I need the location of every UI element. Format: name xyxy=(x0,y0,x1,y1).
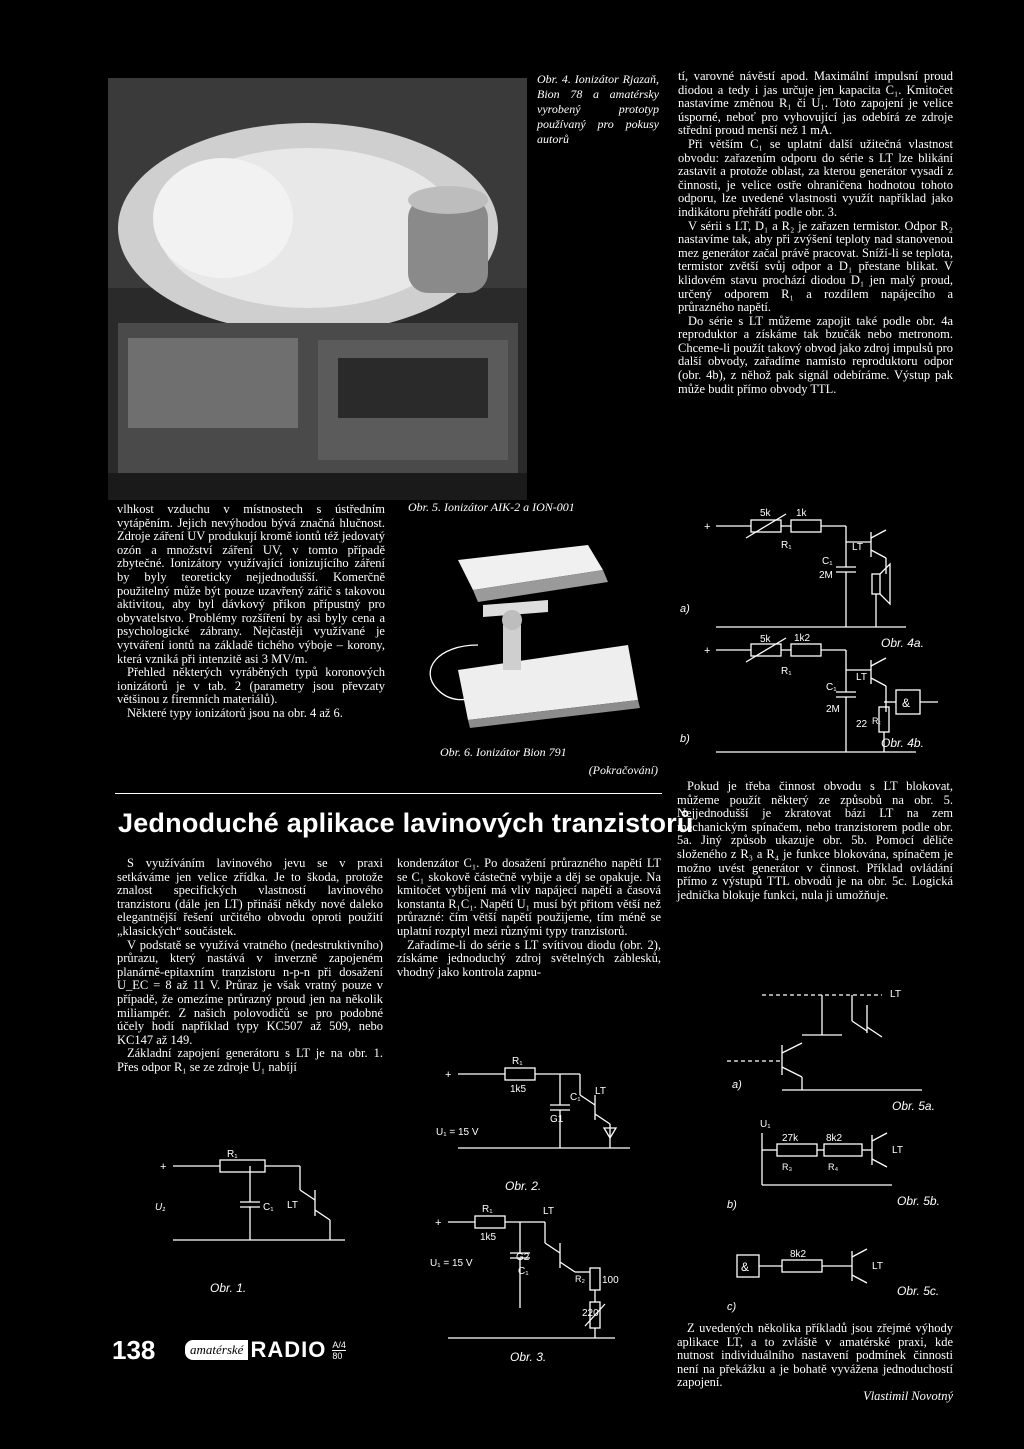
label-2M: 2M xyxy=(826,704,840,715)
label-LT: LT xyxy=(595,1086,606,1097)
paragraph: Přehled některých vyráběných typů koronových ionizátorů je v tab. 2 (parametry jsou převzaty většinou z firemních materiálů). xyxy=(117,665,385,707)
paragraph: V sérii s LT, D₁ a R₂ je zařazen termistor. Odpor R₂ nastavíme tak, aby při zvýšení teploty nad stanovenou mez generátor začal právě pracovat. Sníží-li se teplota, termistor zvětší svůj odpor a D₁ přestane blikat. V klidovém stavu prochází diodou D₁ jen malý proud, určený odporem R₁ a rozdílem napájecího a průrazného napětí. xyxy=(678,218,953,315)
paragraph: Zařadíme-li do série s LT svítivou diodu (obr. 2), získáme jednoduchý zdroj světelných záblesků, vhodný jako kontrola zapnu- xyxy=(397,937,661,979)
label-R4: R₄ xyxy=(828,1162,839,1172)
label-R1: R₁ xyxy=(512,1056,523,1067)
label-plus: + xyxy=(435,1217,442,1229)
schematic-fig2-svg xyxy=(430,1050,660,1195)
continued-note: (Pokračování) xyxy=(588,763,658,777)
left-mid-column xyxy=(117,503,385,721)
label-a: a) xyxy=(732,1079,742,1091)
schematic-fig3-svg xyxy=(430,1198,660,1363)
label-LT: LT xyxy=(890,989,901,1000)
paragraph: S využíváním lavinového jevu se v praxi setkáváme jen velice zřídka. Je to škoda, protože znalost specifických vlastností lavinového tranzistoru (dále jen LT) přináší někdy nové daleko elegantnější řešení určitého obvodu oproti použití „klasických“ součástek. xyxy=(117,856,383,938)
magazine-script: amatérské xyxy=(185,1340,248,1360)
label-nand: & xyxy=(741,1260,750,1274)
issue-number: A/4 xyxy=(332,1339,346,1350)
label-nand: & xyxy=(902,696,911,710)
label-G2: G2 xyxy=(516,1252,530,1263)
page-number: 138 xyxy=(112,1335,156,1365)
schematic-fig1-svg xyxy=(145,1150,385,1300)
label-plus: + xyxy=(445,1069,452,1081)
article-column-3 xyxy=(677,780,953,902)
label-R1: R₁ xyxy=(781,540,792,551)
article-column-2 xyxy=(397,857,661,979)
label-1k5: 1k5 xyxy=(480,1232,497,1243)
article-column-1 xyxy=(117,857,383,1075)
label-obr5a: Obr. 5a. xyxy=(892,1099,935,1113)
label-obr5c: Obr. 5c. xyxy=(897,1284,940,1298)
label-U1: U₁ xyxy=(760,1119,771,1130)
label-b: b) xyxy=(727,1199,737,1211)
issue-block xyxy=(332,1340,346,1361)
label-obr1: Obr. 1. xyxy=(210,1281,247,1295)
schematic-fig1 xyxy=(145,1150,385,1300)
magazine-logo xyxy=(185,1338,346,1362)
label-27k: 27k xyxy=(782,1133,799,1144)
photo-fig4-drawing xyxy=(108,78,527,500)
label-b: b) xyxy=(680,733,690,745)
label-C1: C₁ xyxy=(822,556,833,567)
label-a: a) xyxy=(680,603,690,615)
label-R1: R₁ xyxy=(482,1204,493,1215)
author: Vlastimil Novotný xyxy=(863,1388,953,1403)
label-C1: C₁ xyxy=(263,1202,274,1213)
schematic-fig4 xyxy=(676,502,966,770)
paragraph: kondenzátor C₁. Po dosažení průrazného napětí LT se C₁ skokově částečně vybije a děj se opakuje. Na kmitočet vybíjení má vliv napájecí napětí a časová konstanta R₁C₁. Napětí U₁ musí být přitom větší než průrazné: čím větší napětí použijeme, tím méně se uplatní rozptyl mezi různými typy tranzistorů. xyxy=(397,856,661,938)
label-1k2: 1k2 xyxy=(794,633,811,644)
label-obr3: Obr. 3. xyxy=(510,1350,547,1363)
label-obr4b: Obr. 4b. xyxy=(881,736,924,750)
paragraph: vlhkost vzduchu v místnostech s ústředním vytápěním. Jejich nevýhodou bývá značná hlučnost. Zdroje záření UV produkují kromě iontů též jedovatý ozón a množství záření UV, v tomto případě zbytečné. Ionizátory využívající ionizujícího záření by byly teoreticky nejjednodušší. Komerčně použitelný může být pouze uzavřený zářič s takovou aktivitou, aby byl dávkový příkon přípustný pro obyvatelstvo. Problémy rozšíření by asi byly cena a psychologické zábrany. Nejčastěji využívané je vytváření iontů na základě tichého výboje – korony, která vzniká při intenzitě asi 3 MV/m. xyxy=(117,502,385,666)
label-LT: LT xyxy=(872,1261,883,1272)
paragraph: Základní zapojení generátoru s LT je na obr. 1. Přes odpor R₁ se ze zdroje U₁ nabíjí xyxy=(117,1046,383,1074)
label-G1: G1 xyxy=(550,1114,564,1125)
label-2M: 2M xyxy=(819,570,833,581)
paragraph: Některé typy ionizátorů jsou na obr. 4 až 6. xyxy=(127,705,343,720)
label-220: 220 xyxy=(582,1308,599,1319)
paragraph: Pokud je třeba činnost obvodu s LT blokovat, můžeme použít některý ze způsobů na obr. 5. Nejjednodušší je zkratovat bázi LT na zem mechanickým spínačem, nebo tranzistorem podle obr. 5a. Jiný způsob ukazuje obr. 5b. Pomocí děliče složeného z R₃ a R₄ je funkce blokována, spínačem je možno uvést generátor v činnost. Příklad ovládání přímo z výstupů TTL obvodů je na obr. 5c. Logická jednička blokuje funkci, nula ji umožňuje. xyxy=(677,779,953,902)
paragraph: Při větším C₁ se uplatní další užitečná vlastnost obvodu: zařazením odporu do série s LT lze blikání zastavit a protože oblast, za kterou generátor vysadí z činnosti, je velice ostře ohraničena hodnotou tohoto odporu, lze uvedené vlastnosti využít například jako indikátoru přehřátí podle obr. 3. xyxy=(678,136,953,219)
label-plus: + xyxy=(704,521,711,533)
label-R1: R₁ xyxy=(227,1150,238,1160)
schematic-fig5-svg xyxy=(722,965,962,1315)
label-U1: U₁ xyxy=(155,1202,166,1213)
label-obr4a: Obr. 4a. xyxy=(881,636,924,650)
label-R1: R₁ xyxy=(781,666,792,677)
label-C1: C₁ xyxy=(826,682,837,693)
label-LT: LT xyxy=(892,1145,903,1156)
schematic-fig5 xyxy=(722,965,962,1315)
label-C1: C₁ xyxy=(570,1092,581,1103)
label-U1-15V: U₁ = 15 V xyxy=(430,1258,473,1269)
photo-fig5-drawing xyxy=(398,520,648,742)
label-LT: LT xyxy=(287,1200,298,1211)
schematic-fig4-svg xyxy=(676,502,966,770)
label-R2: R₂ xyxy=(575,1274,585,1284)
label-Rt: Rₜ xyxy=(872,716,882,726)
label-plus: + xyxy=(160,1161,167,1173)
issue-year: 80 xyxy=(332,1350,343,1361)
label-22: 22 xyxy=(856,719,868,730)
paragraph: Do série s LT můžeme zapojit také podle obr. 4a reproduktor a získáme tak bzučák nebo metronom. Chceme-li použít takový obvod jako zdroj impulsů pro další obvody, zařadíme namísto reproduktoru odpor (obr. 4b), z něhož pak signál odebíráme. Výstup pak může budit přímo obvody TTL. xyxy=(678,313,953,396)
schematic-fig3 xyxy=(430,1198,660,1363)
heading-rule xyxy=(115,793,662,794)
caption-fig5: Obr. 5. Ionizátor AIK-2 a ION-001 xyxy=(408,500,575,514)
label-LT: LT xyxy=(852,542,863,553)
label-LT: LT xyxy=(543,1206,554,1217)
label-obr2: Obr. 2. xyxy=(505,1179,542,1193)
label-8k2: 8k2 xyxy=(790,1249,807,1260)
photo-fig4-ionizers xyxy=(108,78,527,500)
label-R3: R₃ xyxy=(782,1162,793,1172)
caption-fig4: Obr. 4. Ionizátor Rjazaň, Bion 78 a amatérsky vyrobený prototyp používaný pro pokusy autorů xyxy=(537,72,659,146)
label-1k5: 1k5 xyxy=(510,1084,527,1095)
magazine-name: RADIO xyxy=(250,1337,327,1362)
label-U1-15V: U₁ = 15 V xyxy=(436,1127,479,1138)
label-LT: LT xyxy=(856,672,867,683)
label-c: c) xyxy=(727,1301,737,1313)
label-5k: 5k xyxy=(760,508,771,519)
paragraph: tí, varovné návěstí apod. Maximální impulsní proud diodou a tedy i jas určuje jen kapacita C₁. Kmitočet nastavíme změnou R₁ či U₁. Toto zapojení je velice úsporné, neboť pro vyhovující jas odebírá ze zdroje střední proud menší než 1 mA. xyxy=(678,69,953,138)
label-plus: + xyxy=(704,645,711,657)
label-100: 100 xyxy=(602,1275,619,1286)
label-5k: 5k xyxy=(760,634,771,645)
label-8k2: 8k2 xyxy=(826,1133,843,1144)
label-C1: C₁ xyxy=(518,1266,529,1277)
schematic-fig2 xyxy=(430,1050,660,1195)
paragraph: Z uvedených několika příkladů jsou zřejmé výhody aplikace LT, a to zvláště v amatérské praxi, kde nutnost individuálního nastavení podmínek činnosti není na překážku a je bohatě vyvážena jednoduchostí zapojení. xyxy=(677,1321,953,1390)
caption-fig6: Obr. 6. Ionizátor Bion 791 xyxy=(440,745,567,759)
label-1k: 1k xyxy=(796,508,807,519)
label-obr5b: Obr. 5b. xyxy=(897,1194,940,1208)
paragraph: V podstatě se využívá vratného (nedestruktivního) průrazu, který nastává v inverzně zapojeném planárně-epitaxním tranzistoru n-p-n při dosažení U_EC = 8 až 11 V. Průraz je však vratný pouze v případě, že omezíme průrazný proud jen na několik miliampér. Z našich polovodičů se pro podobné účely hodí například typy KC507 až 509, nebo KC147 až 149. xyxy=(117,937,383,1047)
article-conclusion xyxy=(677,1322,953,1404)
article-title: Jednoduché aplikace lavinových tranzistorů xyxy=(118,808,694,838)
right-top-column xyxy=(678,70,953,396)
photo-fig5-fig6 xyxy=(398,520,648,742)
